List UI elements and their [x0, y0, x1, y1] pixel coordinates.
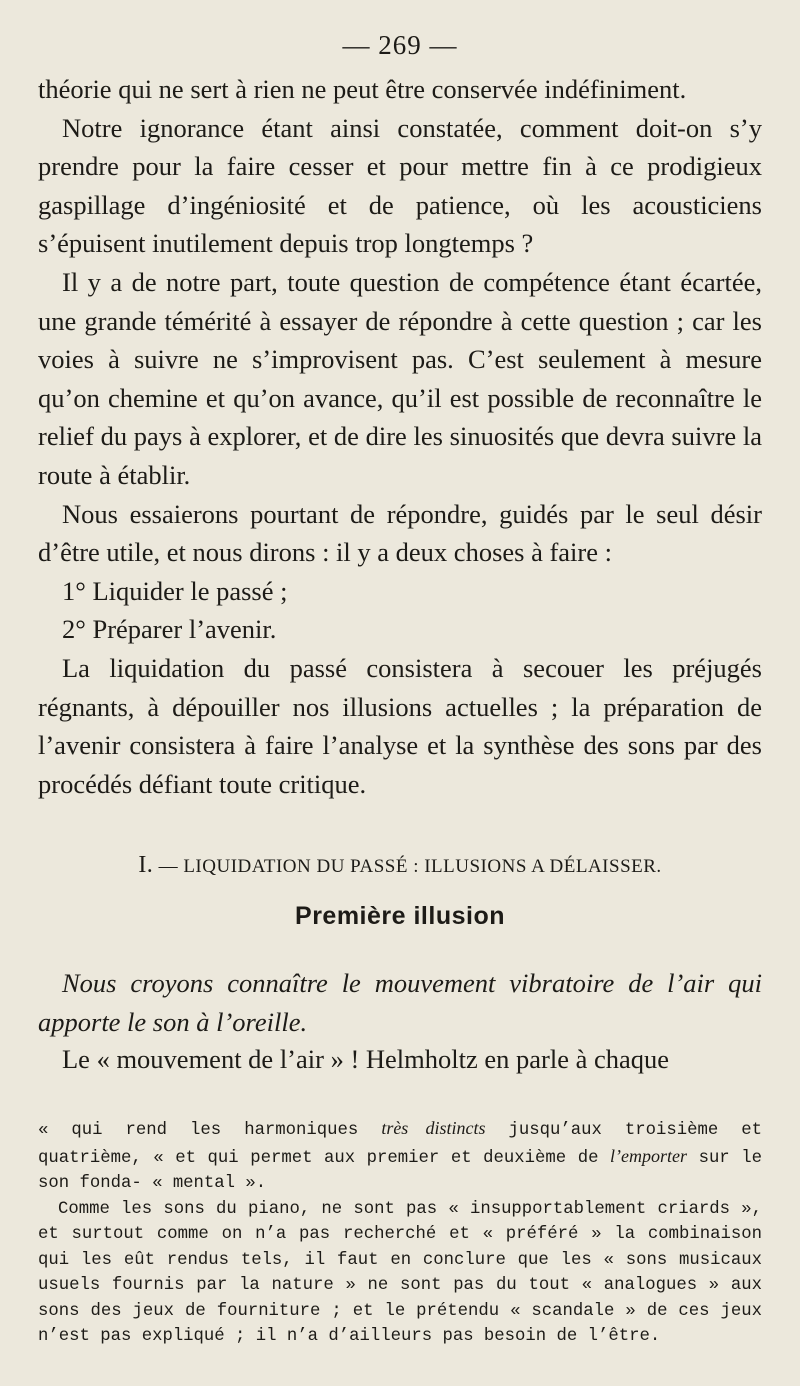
illusion-title: Première illusion: [295, 902, 505, 930]
section-title: LIQUIDATION DU PASSÉ : ILLUSIONS A DÉLAISSER.: [183, 856, 662, 877]
paragraph-continuation: théorie qui ne sert à rien ne peut être conservée indéfiniment.: [38, 74, 687, 104]
book-page: [38, 0, 762, 1386]
footnote-text-a: « qui rend les harmoniques: [38, 1121, 382, 1140]
lead-sentence: Le « mouvement de l’air » ! Helmholtz en parle à chaque: [62, 1044, 670, 1074]
list-item-liquidate: 1° Liquider le passé ;: [62, 575, 288, 606]
paragraph-temerity: Il y a de notre part, toute question de compétence étant écartée, une grande témérité à essayer de répondre à cette question ; car les voies à suivre ne s’improvisent pas. C’est seulement à mesure qu’on chemine et qu’on avance, qu’il est possible de reconnaître le relief du pays à explorer, et de dire les sinuosités que devra suivre la route à établir.: [38, 266, 762, 490]
paragraph-ignorance: Notre ignorance étant ainsi constatée, comment doit-on s’y prendre pour la faire cesser et pour mettre fin à ce prodigieux gaspillage d’ingéniosité et de patience, où les acousticiens s’épuisent inutilement depuis trop longtemps ?: [38, 112, 762, 259]
illusion-thesis: [38, 964, 762, 1042]
footnotes: [38, 1116, 762, 1350]
footnote-text-c: sur le son fonda- « mental ».: [38, 1148, 762, 1193]
footnote-piano: Comme les sons du piano, ne sont pas « insupportablement criards », et surtout comme on n’a pas recherché et « préféré » la combinaison qui les eût rendus tels, il faut en conclure que les « sons musicaux usuels fournis par la nature » ne sont pas du tout « analogues » aux sons des jeux de fourniture ; et le prétendu « scandale » de ces jeux n’est pas expliqué ; il n’a d’ailleurs pas besoin de l’être.: [38, 1199, 762, 1346]
main-text: [38, 70, 762, 803]
section-roman-numeral: I.: [138, 852, 154, 878]
footnote-text-b: jusqu’aux troisième et quatrième, « et qui permet aux premier et deuxième de: [38, 1121, 762, 1168]
footnote-emphasis-distinct: très distincts: [381, 1118, 486, 1138]
section-heading: [38, 852, 762, 879]
footnote-continuation: [38, 1116, 762, 1197]
paragraph-two-things: Nous essaierons pourtant de répondre, guidés par le seul désir d’être utile, et nous dirons : il y a deux choses à faire :: [38, 498, 762, 568]
thesis-text: Nous croyons connaître le mouvement vibratoire de l’air qui apporte le son à l’oreille.: [38, 968, 762, 1037]
paragraph-liquidation: La liquidation du passé consistera à secouer les préjugés régnants, à dépouiller nos illusions actuelles ; la préparation de l’avenir consistera à faire l’analyse et la synthèse des sons par des procédés défiant toute critique.: [38, 652, 762, 799]
section-dash: —: [158, 856, 179, 877]
footnote-emphasis-emporter: l’emporter: [610, 1145, 687, 1166]
list-item-prepare: 2° Préparer l’avenir.: [62, 614, 277, 645]
page-number: — 269 —: [342, 30, 458, 60]
